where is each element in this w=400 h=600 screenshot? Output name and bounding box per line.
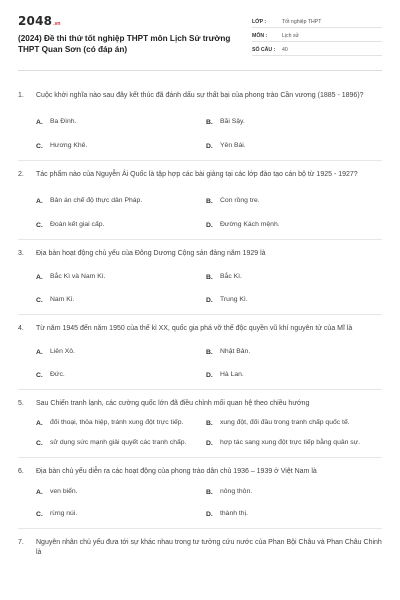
option-text: rừng núi. [50,510,78,517]
question-number: 3. [18,250,24,257]
option-text: đối thoại, thỏa hiệp, tránh xung đột trực tiếp. [50,419,184,426]
question-text: Từ năm 1945 đến năm 1950 của thế kỉ XX, quốc gia phá vỡ thế độc quyền vũ khí nguyên tử của Mĩ là [36,325,353,332]
answer-option[interactable] [36,418,206,428]
question-separator [18,160,382,161]
option-text: Liên Xô. [50,348,75,355]
answer-option[interactable] [36,347,206,357]
question-number: 1. [18,92,24,99]
answer-option[interactable] [36,295,206,305]
question-number: 6. [18,468,24,475]
answer-option[interactable] [206,141,376,151]
meta-label: SỐ CÂU : [252,46,276,53]
option-text: Đoàn kết giai cấp. [50,221,105,228]
question-item [18,249,382,315]
answer-option[interactable] [206,295,376,305]
logo-main-text: 2048 [18,14,53,28]
option-letter: C. [36,296,43,304]
option-text: Bắc Kì. [220,273,242,280]
option-text: Yên Bái. [220,142,246,149]
option-text: Nam Kì. [50,296,75,303]
option-letter: D. [206,510,213,518]
option-text: Đường Kách mệnh. [220,221,280,228]
option-letter: C. [36,371,43,379]
option-text: Bản án chế độ thực dân Pháp. [50,197,143,204]
option-letter: B. [206,273,213,281]
meta-label: LỚP : [252,18,267,25]
question-item [18,170,382,240]
answer-options [36,117,382,151]
answer-option[interactable] [206,509,376,519]
question-stem [18,249,382,259]
question-stem [18,170,382,180]
answer-option[interactable] [36,438,206,448]
option-text: thành thị. [220,510,248,517]
question-text: Tác phẩm nào của Nguyễn Ái Quốc là tập hợp các bài giảng tại các lớp đào tạo cán bộ từ 1925 - 1927? [36,171,358,178]
question-text: Sau Chiến tranh lạnh, các cường quốc lớn đã điều chỉnh mối quan hệ theo chiều hướng [36,400,310,407]
question-number: 5. [18,400,24,407]
question-stem [18,399,382,409]
meta-row [252,16,382,28]
question-number: 2. [18,171,24,178]
option-text: Con rồng tre. [220,197,260,204]
option-text: Hương Khê. [50,142,88,149]
option-text: Bắc Kì và Nam Kì. [50,273,106,280]
question-text: Địa bàn chủ yếu diễn ra các hoạt động của phong trào dân chủ 1936 – 1939 ở Việt Nam là [36,468,317,475]
option-letter: B. [206,118,213,126]
option-text: ven biển. [50,488,78,495]
option-letter: B. [206,197,213,205]
option-text: Trung Kì. [220,296,248,303]
option-letter: D. [206,439,213,447]
option-letter: C. [36,510,43,518]
question-separator [18,239,382,240]
option-letter: D. [206,142,213,150]
question-text: Nguyên nhân chủ yếu đưa tới sự khác nhau trong tư tưởng cứu nước của Phan Bội Châu và Phan Châu Chinh là [36,539,382,556]
meta-row [252,44,382,56]
question-item [18,91,382,161]
answer-options [36,196,382,230]
question-stem [18,91,382,101]
meta-value: Lịch sử [282,32,300,39]
answer-option[interactable] [206,272,376,282]
question-item [18,538,382,558]
question-number: 4. [18,325,24,332]
option-letter: A. [36,419,43,427]
option-text: Ba Đình. [50,118,77,125]
question-stem [18,538,382,558]
answer-option[interactable] [36,272,206,282]
question-stem [18,324,382,334]
option-letter: C. [36,439,43,447]
question-text: Địa bàn hoạt động chủ yếu của Đông Dương Cộng sản đảng năm 1929 là [36,250,266,257]
answer-option[interactable] [206,117,376,127]
answer-option[interactable] [206,438,376,448]
option-letter: A. [36,348,43,356]
option-letter: B. [206,419,213,427]
question-list [18,91,382,558]
answer-options [36,487,382,519]
option-text: nông thôn. [220,488,253,495]
option-letter: A. [36,118,43,126]
answer-option[interactable] [36,117,206,127]
option-letter: B. [206,348,213,356]
exam-header [18,14,382,70]
question-separator [18,389,382,390]
option-text: xung đột, đối đầu trong tranh chấp quốc tế. [220,419,350,426]
question-separator [18,528,382,529]
answer-option[interactable] [36,141,206,151]
meta-value: Tốt nghiệp THPT [282,18,322,25]
option-letter: D. [206,371,213,379]
question-text: Cuộc khởi nghĩa nào sau đây kết thúc đã đánh dấu sự thất bại của phong trào Cần vương (1885 - 1896)? [36,92,364,99]
meta-value: 40 [282,46,288,53]
answer-option[interactable] [36,220,206,230]
answer-option[interactable] [206,196,376,206]
answer-option[interactable] [206,220,376,230]
header-left [18,14,248,55]
meta-row [252,30,382,42]
option-letter: D. [206,296,213,304]
question-separator [18,314,382,315]
exam-title: (2024) Đề thi thử tốt nghiệp THPT môn Lịch Sử trường THPT Quan Sơn (có đáp án) [18,34,231,54]
question-item [18,324,382,390]
meta-label: MÔN : [252,32,268,39]
option-letter: C. [36,221,43,229]
answer-option[interactable] [36,509,206,519]
answer-option[interactable] [206,370,376,380]
answer-options [36,418,382,448]
site-logo[interactable] [18,14,248,30]
question-item [18,399,382,458]
question-item [18,467,382,529]
answer-option[interactable] [206,487,376,497]
question-separator [18,457,382,458]
answer-options [36,272,382,305]
logo-sub-text: .vn [53,21,61,27]
option-letter: C. [36,142,43,150]
answer-option[interactable] [36,370,206,380]
answer-option[interactable] [36,196,206,206]
option-letter: A. [36,197,43,205]
option-text: Bãi Sậy. [220,118,245,125]
option-letter: B. [206,488,213,496]
question-stem [18,467,382,477]
option-letter: A. [36,488,43,496]
header-divider [18,70,382,71]
option-text: sử dụng sức mạnh giải quyết các tranh chấp. [50,439,187,446]
answer-option[interactable] [36,487,206,497]
option-text: Hà Lan. [220,371,244,378]
question-number: 7. [18,539,24,546]
answer-option[interactable] [206,418,376,428]
option-letter: D. [206,221,213,229]
option-text: Đức. [50,371,65,378]
exam-meta [252,16,382,56]
answer-option[interactable] [206,347,376,357]
option-text: hợp tác sang xung đột trực tiếp bằng quân sự. [220,439,361,446]
option-letter: A. [36,273,43,281]
answer-options [36,347,382,380]
option-text: Nhật Bản. [220,348,251,355]
